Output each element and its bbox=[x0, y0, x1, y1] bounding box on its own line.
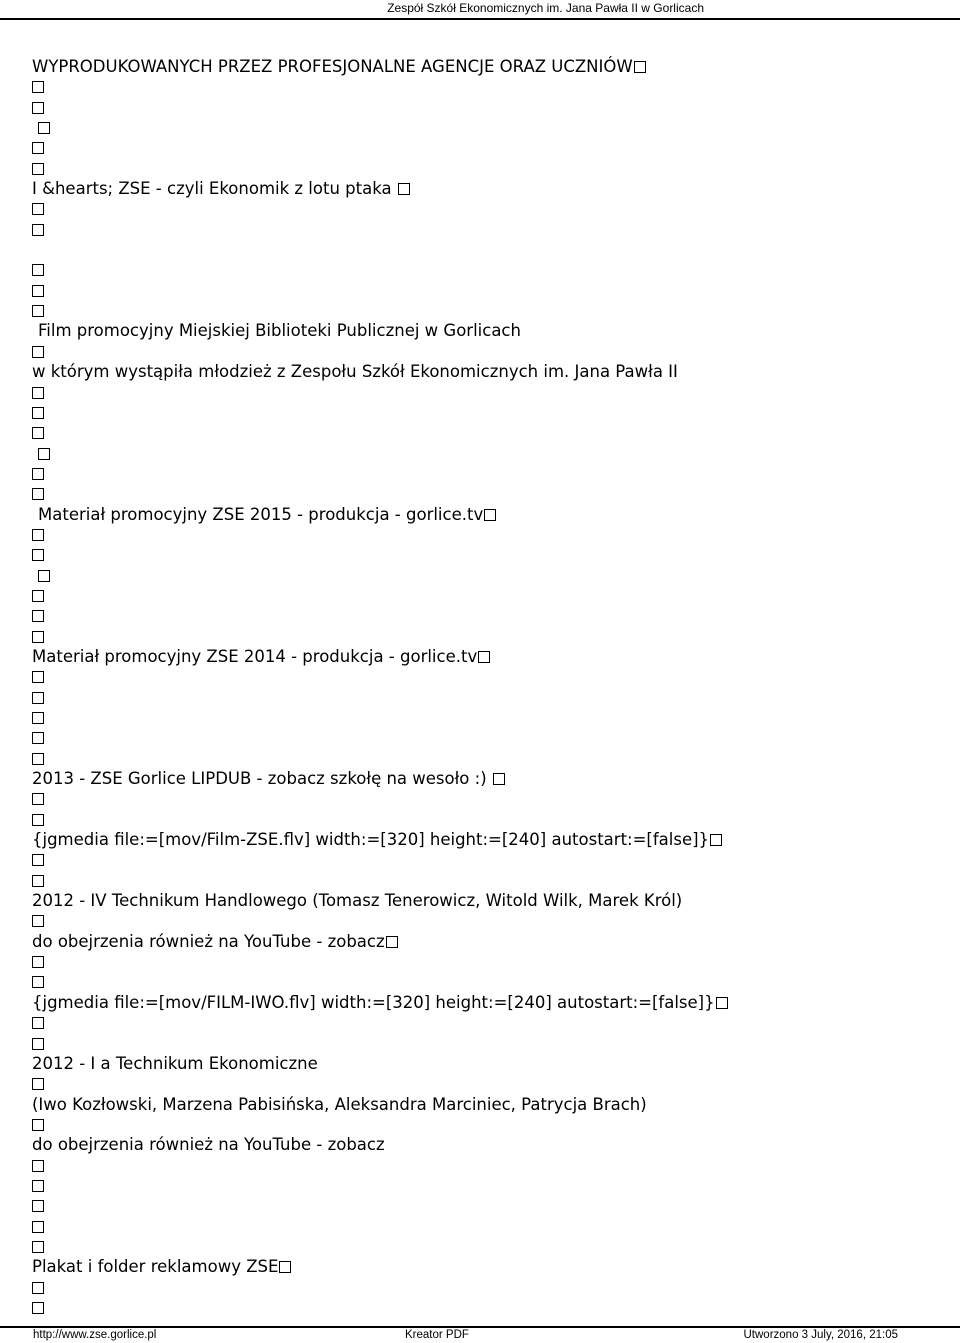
text-line bbox=[32, 627, 950, 647]
line-text: WYPRODUKOWANYCH PRZEZ PROFESJONALNE AGENCJE ORAZ UCZNIÓW bbox=[32, 57, 633, 76]
text-line bbox=[32, 281, 950, 301]
text-line bbox=[32, 667, 950, 687]
text-line bbox=[32, 199, 950, 219]
text-line bbox=[32, 911, 950, 931]
line-text: do obejrzenia również na YouTube - zobacz bbox=[32, 931, 385, 951]
text-line bbox=[32, 566, 950, 586]
text-line bbox=[32, 464, 950, 484]
missing-glyph-box-icon bbox=[32, 610, 44, 622]
missing-glyph-box-icon bbox=[32, 1180, 44, 1192]
missing-glyph-box-icon bbox=[32, 671, 44, 683]
text-line bbox=[32, 444, 950, 464]
missing-glyph-box-icon bbox=[32, 142, 44, 154]
text-line bbox=[32, 891, 950, 911]
text-line bbox=[32, 1135, 950, 1155]
line-text: 2012 - I a Technikum Ekonomiczne bbox=[32, 1053, 318, 1073]
missing-glyph-box-icon bbox=[32, 529, 44, 541]
line-text: w którym wystąpiła młodzież z Zespołu Szkół Ekonomicznych im. Jana Pawła II bbox=[32, 362, 678, 382]
text-line bbox=[32, 240, 950, 260]
missing-glyph-box-icon bbox=[32, 1160, 44, 1172]
missing-glyph-box-icon bbox=[32, 692, 44, 704]
missing-glyph-box-icon bbox=[32, 549, 44, 561]
missing-glyph-box-icon bbox=[32, 81, 44, 93]
missing-glyph-box-icon bbox=[32, 956, 44, 968]
line-text: I &hearts; ZSE - czyli Ekonomik z lotu ptaka bbox=[32, 179, 397, 199]
text-line bbox=[32, 688, 950, 708]
missing-glyph-box-icon bbox=[710, 834, 722, 846]
page-header bbox=[0, 0, 960, 20]
text-line bbox=[32, 647, 950, 667]
text-line bbox=[32, 1196, 950, 1216]
text-line bbox=[32, 586, 950, 606]
missing-glyph-box-icon bbox=[32, 1221, 44, 1233]
line-text: {jgmedia file:=[mov/Film-ZSE.flv] width:=[320] height:=[240] autostart:=[false]} bbox=[32, 830, 710, 850]
page-footer bbox=[0, 1326, 960, 1343]
text-line bbox=[32, 342, 950, 362]
text-line bbox=[32, 769, 950, 789]
header-title: Zespół Szkół Ekonomicznych im. Jana Pawła II w Gorlicach bbox=[387, 1, 704, 15]
missing-glyph-box-icon bbox=[32, 590, 44, 602]
missing-glyph-box-icon bbox=[32, 631, 44, 643]
line-text: {jgmedia file:=[mov/FILM-IWO.flv] width:=[320] height:=[240] autostart:=[false]} bbox=[32, 992, 715, 1012]
text-line bbox=[32, 403, 950, 423]
missing-glyph-box-icon bbox=[493, 773, 505, 785]
line-text: (Iwo Kozłowski, Marzena Pabisińska, Aleksandra Marciniec, Patrycja Brach) bbox=[32, 1094, 647, 1114]
missing-glyph-box-icon bbox=[32, 264, 44, 276]
missing-glyph-box-icon bbox=[32, 346, 44, 358]
missing-glyph-box-icon bbox=[279, 1261, 291, 1273]
text-line bbox=[32, 159, 950, 179]
missing-glyph-box-icon bbox=[398, 183, 410, 195]
text-line bbox=[32, 1034, 950, 1054]
missing-glyph-box-icon bbox=[32, 1119, 44, 1131]
text-line bbox=[32, 505, 950, 525]
text-line bbox=[32, 972, 950, 992]
missing-glyph-box-icon bbox=[38, 570, 50, 582]
missing-glyph-box-icon bbox=[32, 163, 44, 175]
text-line bbox=[32, 179, 950, 199]
missing-glyph-box-icon bbox=[32, 1200, 44, 1212]
text-line bbox=[32, 1257, 950, 1277]
missing-glyph-box-icon bbox=[32, 1302, 44, 1314]
missing-glyph-box-icon bbox=[32, 854, 44, 866]
text-line bbox=[32, 1095, 950, 1115]
line-text: Film promocyjny Miejskiej Biblioteki Publicznej w Gorlicach bbox=[38, 321, 521, 341]
text-line bbox=[32, 932, 950, 952]
text-line bbox=[32, 321, 950, 341]
missing-glyph-box-icon bbox=[32, 1282, 44, 1294]
missing-glyph-box-icon bbox=[32, 732, 44, 744]
footer-generator: Kreator PDF bbox=[405, 1329, 469, 1341]
missing-glyph-box-icon bbox=[32, 793, 44, 805]
missing-glyph-box-icon bbox=[32, 102, 44, 114]
text-line bbox=[32, 138, 950, 158]
missing-glyph-box-icon bbox=[32, 753, 44, 765]
text-line bbox=[32, 545, 950, 565]
footer-created-date: Utworzono 3 July, 2016, 21:05 bbox=[743, 1329, 898, 1341]
missing-glyph-box-icon bbox=[32, 224, 44, 236]
text-line bbox=[32, 484, 950, 504]
text-line bbox=[32, 810, 950, 830]
text-line bbox=[32, 993, 950, 1013]
line-text: do obejrzenia również na YouTube - zobacz bbox=[32, 1135, 385, 1155]
line-text: 2012 - IV Technikum Handlowego (Tomasz Tenerowicz, Witold Wilk, Marek Król) bbox=[32, 891, 683, 911]
missing-glyph-box-icon bbox=[634, 61, 646, 73]
text-line bbox=[32, 830, 950, 850]
text-line bbox=[32, 525, 950, 545]
text-line bbox=[32, 77, 950, 97]
missing-glyph-box-icon bbox=[32, 468, 44, 480]
text-line bbox=[32, 1013, 950, 1033]
text-line bbox=[32, 301, 950, 321]
text-line bbox=[32, 118, 950, 138]
text-line bbox=[32, 708, 950, 728]
missing-glyph-box-icon bbox=[38, 448, 50, 460]
text-line bbox=[32, 789, 950, 809]
text-line bbox=[32, 98, 950, 118]
text-line bbox=[32, 1298, 950, 1318]
text-line bbox=[32, 1156, 950, 1176]
document-body bbox=[32, 57, 950, 1318]
missing-glyph-box-icon bbox=[32, 814, 44, 826]
missing-glyph-box-icon bbox=[386, 936, 398, 948]
missing-glyph-box-icon bbox=[32, 285, 44, 297]
line-text: 2013 - ZSE Gorlice LIPDUB - zobacz szkołę na wesoło :) bbox=[32, 769, 492, 789]
missing-glyph-box-icon bbox=[32, 1241, 44, 1253]
missing-glyph-box-icon bbox=[32, 407, 44, 419]
text-line bbox=[32, 1115, 950, 1135]
text-line bbox=[32, 606, 950, 626]
text-line bbox=[32, 383, 950, 403]
text-line bbox=[32, 1054, 950, 1074]
text-line bbox=[32, 871, 950, 891]
text-line bbox=[32, 423, 950, 443]
line-text: Plakat i folder reklamowy ZSE bbox=[32, 1257, 279, 1277]
text-line bbox=[32, 1278, 950, 1298]
missing-glyph-box-icon bbox=[32, 305, 44, 317]
missing-glyph-box-icon bbox=[478, 651, 490, 663]
text-line bbox=[32, 260, 950, 280]
text-line bbox=[32, 220, 950, 240]
footer-url[interactable]: http://www.zse.gorlice.pl bbox=[33, 1329, 157, 1341]
text-line bbox=[32, 1217, 950, 1237]
text-line bbox=[32, 362, 950, 382]
text-line bbox=[32, 952, 950, 972]
line-text: Materiał promocyjny ZSE 2015 - produkcja - gorlice.tv bbox=[38, 504, 484, 524]
line-text: Materiał promocyjny ZSE 2014 - produkcja - gorlice.tv bbox=[32, 646, 478, 666]
text-line bbox=[32, 850, 950, 870]
missing-glyph-box-icon bbox=[38, 122, 50, 134]
missing-glyph-box-icon bbox=[32, 203, 44, 215]
missing-glyph-box-icon bbox=[32, 915, 44, 927]
text-line bbox=[32, 1176, 950, 1196]
text-line bbox=[32, 728, 950, 748]
missing-glyph-box-icon bbox=[32, 387, 44, 399]
text-line bbox=[32, 749, 950, 769]
missing-glyph-box-icon bbox=[32, 875, 44, 887]
text-line bbox=[32, 1237, 950, 1257]
missing-glyph-box-icon bbox=[32, 488, 44, 500]
missing-glyph-box-icon bbox=[716, 997, 728, 1009]
missing-glyph-box-icon bbox=[32, 1038, 44, 1050]
missing-glyph-box-icon bbox=[32, 427, 44, 439]
missing-glyph-box-icon bbox=[32, 1017, 44, 1029]
missing-glyph-box-icon bbox=[484, 509, 496, 521]
text-line bbox=[32, 57, 950, 77]
missing-glyph-box-icon bbox=[32, 976, 44, 988]
missing-glyph-box-icon bbox=[32, 1078, 44, 1090]
text-line bbox=[32, 1074, 950, 1094]
missing-glyph-box-icon bbox=[32, 712, 44, 724]
